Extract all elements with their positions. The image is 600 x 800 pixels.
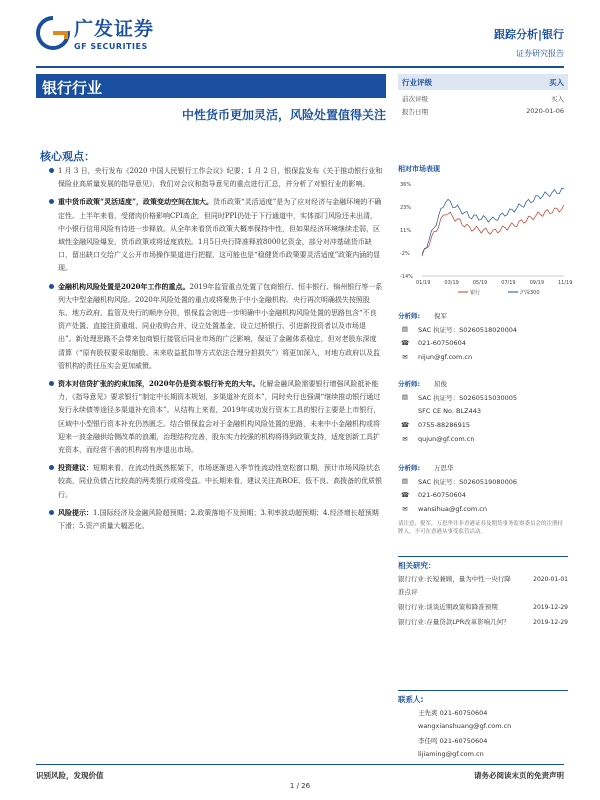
- x-tick-label: 05/19: [472, 280, 488, 286]
- id-card-icon: ▤: [401, 325, 409, 333]
- analyst-name: 屈俊: [434, 379, 447, 388]
- prev-rating-label: 前次评级: [402, 95, 428, 103]
- footer-divider: [36, 764, 564, 765]
- core-view-paragraph: 1 月 3 日，央行发布《2020 中国人民银行工作会议》纪要；1 月 2 日，银保监发布《关于推动银行业和保险业高质量发展的指导意见》，我们对会议和指导意见的重点进行汇总，并分析了对银行业的影响。: [58, 164, 383, 191]
- contact-name: 王先爽 021-60750604: [418, 708, 488, 717]
- analyst-card: 分析师: 屈俊 ▤ SAC 执证号：S0260515030005 SFC CE No. BLZ443 ☎ 0755-88286915 ✉ qujun@gf.com.cn: [398, 379, 518, 443]
- core-view-paragraph: 重中货币政策“灵活适度”，政策变动空间在加大。货币政策“灵活适度”是为了应对经济与金融环境的不确定性。上半年来看，受猪肉价格影响CPI高企，但同时PPI仍处于下行通道中，实体部门风险还未出清，中小银行信用风险有待进一步释放。从全年来看货币政策大概率保持中性，但如果经济环境继续走弱，区域性金融风险爆发，货币政策或将适度放松。1月5日央行降准释放8000亿资金，部分对冲基础货币缺口，留出缺口交给广义公开市场操作渠道进行把握，这可能也是“稳健货币政策要灵活适度”政策内涵的显现。: [58, 195, 383, 275]
- report-date-value: 2020-01-06: [526, 107, 564, 115]
- related-item[interactable]: 银行行业:存量贷款LPR改革影响几何？ 2019-12-29: [398, 618, 568, 626]
- y-tick-label: 36%: [400, 182, 412, 188]
- footer-slogan: 识别风险，发现价值: [36, 771, 104, 780]
- phone-icon: ☎: [400, 339, 410, 347]
- y-tick-label: 23%: [400, 205, 412, 211]
- analyst-card: 分析师: 万思华 ▤ SAC 执证号：S0260519080006 ☎ 021-60750604 ✉ wansihua@gf.com.cn: [398, 463, 518, 513]
- legend-label: 沪深300: [520, 290, 540, 296]
- report-subtype: 证券研究报告: [516, 49, 564, 58]
- sidebar: [398, 74, 573, 306]
- phone-icon: ☎: [400, 421, 410, 429]
- contact-heading: 联系人:: [398, 690, 568, 705]
- report-type: 跟踪分析|银行: [493, 28, 564, 41]
- rating-bar: [398, 74, 568, 90]
- y-tick-label: -14%: [400, 274, 413, 280]
- series-line-0: [422, 205, 564, 256]
- logo-en-text: GF SECURITIES: [74, 42, 148, 51]
- core-view-paragraph: 风险提示：1.国际经济及金融风险超预期；2.政策落地不及预期；3.利率波动超预期；4.经济增长超预期下滑；5.资产质量大幅恶化。: [58, 506, 383, 533]
- analyst-disclaimer: 请注意，倪军，万思华并非香港证券及期货事务监察委员会的注册持牌人，不可在香港从事受监管活动。: [398, 521, 564, 535]
- relative-performance-chart: [398, 178, 573, 302]
- legend-label: 银行: [470, 290, 481, 296]
- email-icon: ✉: [402, 505, 408, 513]
- x-tick-label: 09/19: [529, 280, 545, 286]
- analyst-name: 倪军: [434, 311, 447, 320]
- analyst-name: 万思华: [434, 463, 454, 472]
- core-view-paragraph: 金融机构风险处置是2020年工作的重点。2019年监管重点处置了包商银行、恒丰银行、锦州银行等一系列大中型金融机构风险。2020年风险处置的重点或将聚焦于中小金融机构。央行再次明确损失按照股东、地方政府、监管及央行的顺序分担，银保监会则进一步明确中小金融机构风险处置的思路包含“不良资产处置、直接注资重组、同业收购合并、设立处置基金、设立过桥银行、引进新投资者以及市场退出”。新处理思路不会带来包商银行接管后同业市场的广泛影响，保证了金融体系稳定，但对老股东深度清算（“原有股权要采取缩股、未来收益抵扣等方式依法合理分担损失”）将更加深入，对地方政府以及监管机构的责任压实会更加威慑。: [58, 280, 383, 373]
- phone-icon: ☎: [400, 491, 410, 499]
- x-tick-label: 01/19: [416, 280, 431, 286]
- core-view-paragraph: 资本对信贷扩张的约束加深，2020年仍是资本银行补充的大年。化解金融风险需要银行增强风险抵补能力，《指导意见》要求银行“制定中长期资本规划，多渠道补充资本”，同时央行也强调“继续推动银行通过发行永续债等途径多渠道补充资本”。从结构上来看，2019年成功发行资本工具的银行主要是上市银行，区域中小型银行资本补充仍然匮乏。结合银保监会对于金融机构风险处置的思路，未来中小金融机构或将迎来一波金融供给侧改革的浪潮，治理结构完善，股东实力较强的机构将得到政策支持，适度创新工具扩充资本，而经营不善的机构将有序退出市场。: [58, 377, 383, 457]
- contact-email[interactable]: lijiaming@gf.com.cn: [418, 750, 484, 758]
- core-views-heading: 核心观点：: [40, 150, 95, 163]
- email-icon: ✉: [402, 435, 408, 443]
- related-item[interactable]: 银行行业:谈谈近期政策和降准预期 2019-12-29: [398, 603, 568, 611]
- id-card-icon: ▤: [401, 477, 409, 485]
- header-divider: [36, 66, 564, 68]
- analyst-card: 分析师: 倪军 ▤ SAC 执证号：S0260518020004 ☎ 021-60750604 ✉ nijun@gf.com.cn: [398, 311, 518, 361]
- x-tick-label: 03/19: [444, 280, 459, 286]
- company-logo: [36, 14, 154, 51]
- report-date-label: 报告日期: [402, 108, 428, 116]
- contact-name: 李佳鸣 021-60750604: [418, 736, 488, 745]
- page-number: 1 / 26: [289, 782, 311, 790]
- core-view-paragraph: 投资建议：短期来看，在流动性既然框架下，市场逐渐进入季节性流动性宽松窗口期，预计市场风险状态较高，同业负债占比较高的两类银行或将受益。中长期来看，建议关注高ROE、低不良、高拨备的优质银行。: [58, 461, 383, 502]
- footer-disclaimer: 请务必阅读末页的免责声明: [474, 771, 564, 780]
- related-research: [398, 556, 568, 629]
- core-views-body: [58, 164, 383, 537]
- series-line-1: [422, 188, 564, 253]
- id-card-icon: ▤: [401, 393, 409, 401]
- market-chart-heading: 相对市场表现: [398, 165, 440, 173]
- y-tick-label: -2%: [400, 251, 410, 257]
- report-headline: 中性货币更加灵活，风险处置值得关注: [181, 108, 386, 122]
- industry-title: 银行行业: [36, 74, 386, 98]
- email-icon: ✉: [402, 353, 408, 361]
- x-tick-label: 11/19: [558, 280, 573, 286]
- contact-block: [398, 690, 568, 761]
- y-tick-label: 11%: [400, 228, 412, 234]
- related-heading: 相关研究：: [398, 556, 568, 571]
- x-tick-label: 07/19: [501, 280, 516, 286]
- gf-logo-icon: [36, 16, 70, 50]
- related-item[interactable]: 银行行业:长短兼顾，量为中性一央行降准点评 2020-01-01: [398, 575, 568, 596]
- rating-value: 买入: [549, 77, 564, 87]
- contact-email[interactable]: wangxianshuang@gf.com.cn: [418, 722, 512, 730]
- logo-cn-text: 广发证券: [74, 18, 155, 40]
- prev-rating-value: 买入: [551, 95, 564, 103]
- rating-label: 行业评级: [402, 77, 432, 87]
